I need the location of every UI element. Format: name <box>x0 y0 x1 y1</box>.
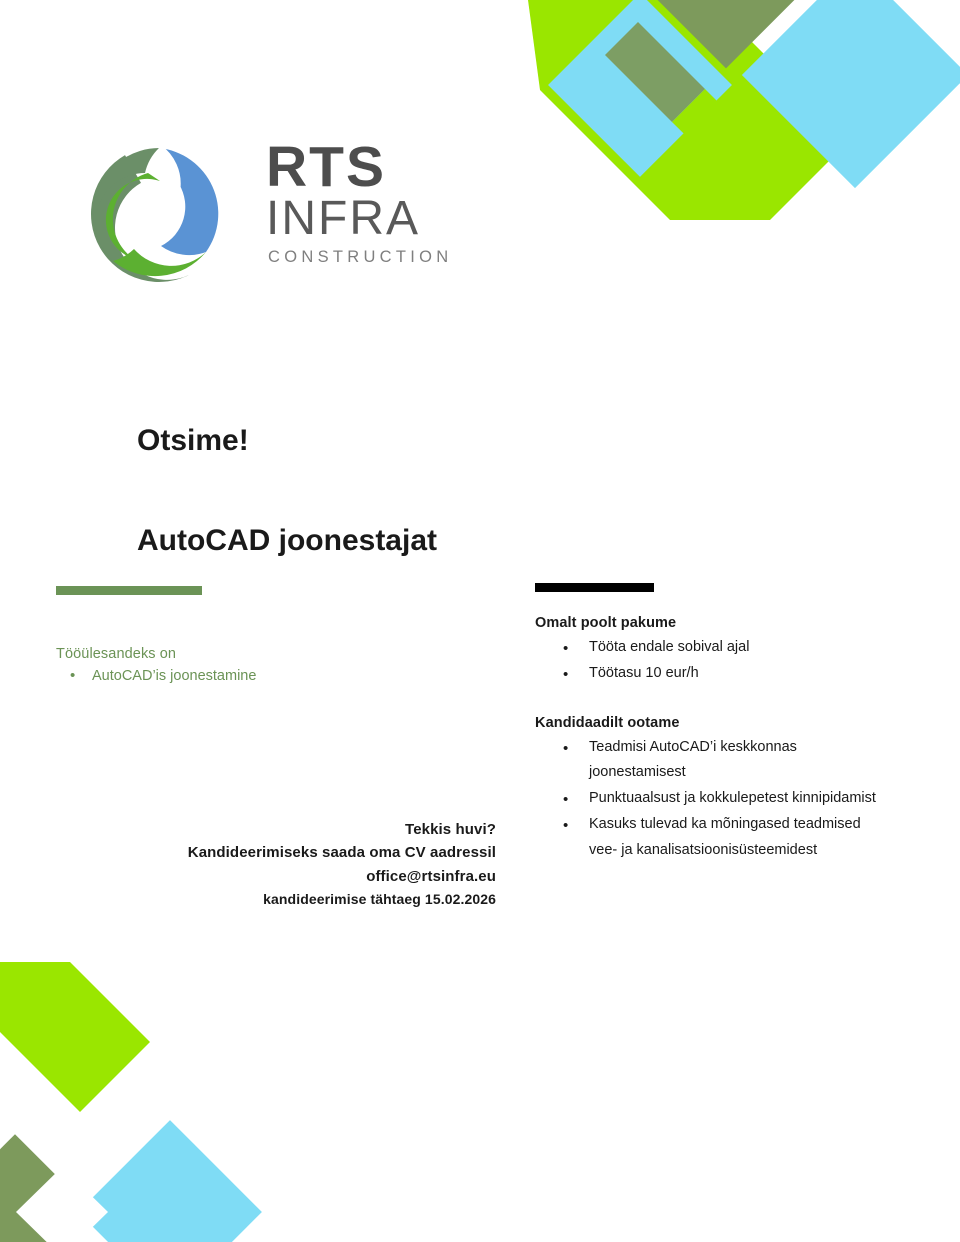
logo-line-rts: RTS <box>266 135 386 199</box>
page-title-otsime: Otsime! <box>137 424 249 457</box>
list-item: • Töötasu 10 eur/h <box>589 661 880 687</box>
list-item: • Kasuks tulevad ka mõningased teadmised vee- ja kanalisatsioonisüsteemidest <box>589 812 880 864</box>
offer-list <box>535 635 880 687</box>
list-item: • AutoCAD’is joonestamine <box>92 666 476 687</box>
contact-instruction: Kandideerimiseks saada oma CV aadressil <box>187 844 496 862</box>
bottom-left-diamond-svg <box>0 962 290 1242</box>
job-title: AutoCAD joonestajat <box>137 524 437 557</box>
black-divider-rule <box>535 583 654 592</box>
tasks-list <box>56 666 476 687</box>
company-logo <box>88 132 468 312</box>
logo-wordmark <box>266 135 453 267</box>
green-divider-rule <box>56 586 202 595</box>
section-spacer <box>535 687 880 715</box>
tasks-heading: Tööülesandeks on <box>56 646 177 662</box>
list-item: • Punktuaalsust ja kokkulepetest kinnipidamist <box>589 786 880 812</box>
top-right-diamond-svg <box>520 0 960 250</box>
offer-heading: Omalt poolt pakume <box>535 615 677 631</box>
top-right-diamond-decoration <box>520 0 960 250</box>
bottom-left-diamond-decoration <box>0 962 290 1242</box>
rts-infra-swirl-logo-icon <box>88 140 230 300</box>
contact-question: Tekkis huvi? <box>405 821 496 838</box>
application-deadline: kandideerimise tähtaeg 15.02.2026 <box>263 890 496 907</box>
logo-line-construction: CONSTRUCTION <box>268 248 453 267</box>
logo-line-infra: INFRA <box>266 191 420 245</box>
contact-email[interactable]: office@rtsinfra.eu <box>366 867 496 885</box>
list-item: • Tööta endale sobival ajal <box>589 635 880 661</box>
expectations-list <box>535 735 880 864</box>
expectations-heading: Kandidaadilt ootame <box>535 714 680 731</box>
contact-section <box>56 818 496 912</box>
tasks-section <box>56 646 476 689</box>
list-item: • Teadmisi AutoCAD’i keskkonnas joonestamisest <box>589 735 880 787</box>
offer-and-expectations-section <box>535 615 880 864</box>
